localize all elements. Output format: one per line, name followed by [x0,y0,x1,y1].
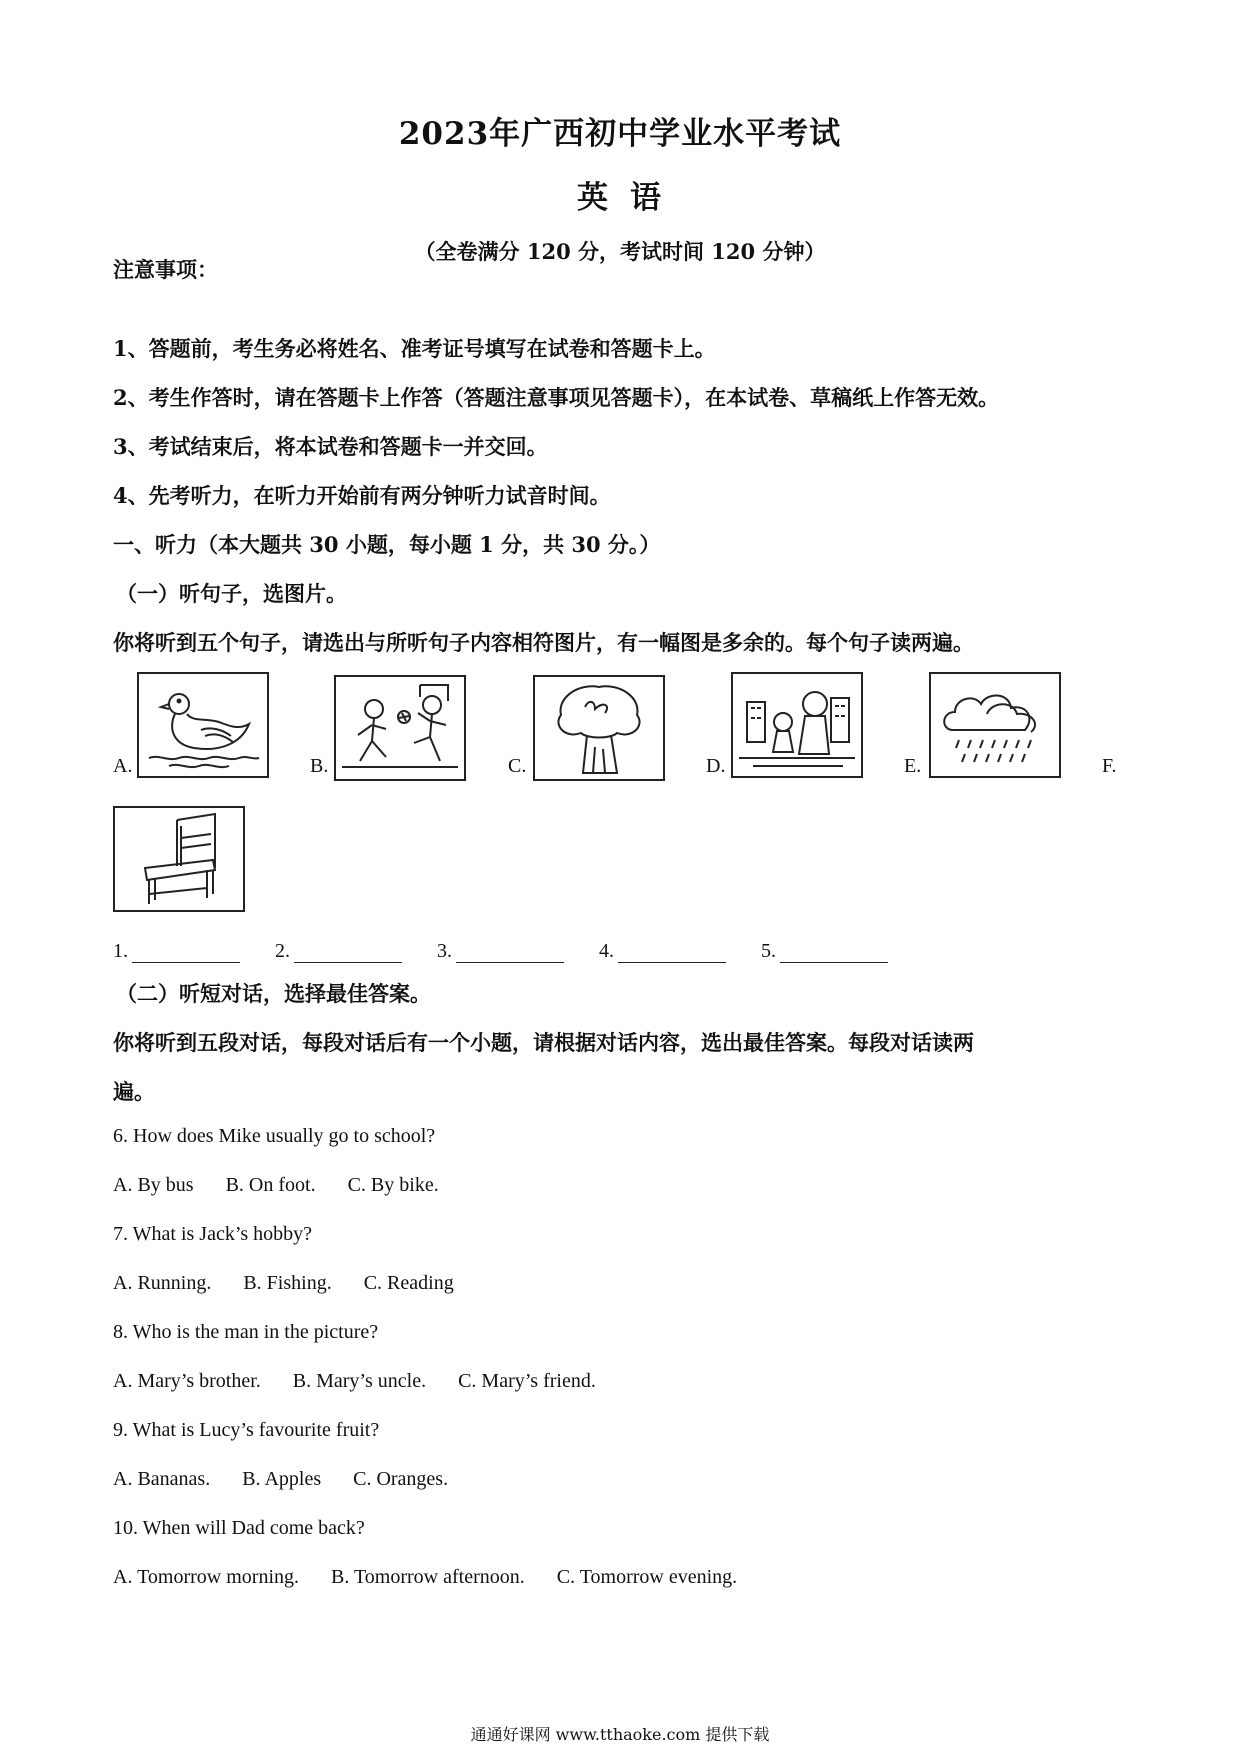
picture-f-letter: F. [1102,755,1117,777]
picture-b-letter: B. [310,755,329,777]
question-6-options [113,1174,471,1197]
question-6: 6. How does Mike usually go to school? [113,1125,436,1147]
picture-f-chair [113,806,245,912]
picture-e-letter: E. [904,755,922,777]
section-heading: 一、听力（本大题共 30 小题，每小题 1 分，共 30 分。） [113,532,661,557]
option: A. Running. [113,1272,212,1294]
notice-item-1: 1、答题前，考生务必将姓名、准考证号填写在试卷和答题卡上。 [113,336,716,361]
soccer-players-icon [336,677,464,779]
blank-line [132,944,240,963]
rain-cloud-icon [931,674,1059,776]
picture-a-duck [137,672,269,778]
blank-line [780,944,888,963]
picture-b-soccer [334,675,466,781]
question-10: 10. When will Dad come back? [113,1517,365,1539]
blank-item [275,940,402,963]
blank-number: 2. [275,940,290,962]
option: C. Oranges. [353,1468,449,1490]
part2-instruction-line1: 你将听到五段对话，每段对话后有一个小题，请根据对话内容，选出最佳答案。每段对话读两 [113,1030,974,1055]
chair-icon [115,808,243,910]
part1-instruction: 你将听到五个句子，请选出与所听句子内容相符图片，有一幅图是多余的。每个句子读两遍。 [113,630,974,655]
notice-item-4: 4、先考听力，在听力开始前有两分钟听力试音时间。 [113,483,611,508]
blank-number: 1. [113,940,128,962]
question-9: 9. What is Lucy’s favourite fruit? [113,1419,380,1441]
notice-heading: 注意事项： [113,257,218,282]
option: C. Mary’s friend. [458,1370,596,1392]
picture-c-letter: C. [508,755,527,777]
option: B. Tomorrow afternoon. [331,1566,525,1588]
blank-item [113,940,240,963]
picture-a-letter: A. [113,755,133,777]
notice-item-3: 3、考试结束后，将本试卷和答题卡一并交回。 [113,434,548,459]
question-8: 8. Who is the man in the picture? [113,1321,379,1343]
mother-child-street-icon [733,674,861,776]
option: A. Bananas. [113,1468,211,1490]
blank-item [599,940,726,963]
exam-title: 2023年广西初中学业水平考试 [398,116,842,152]
option: C. Reading [363,1272,454,1294]
option: A. Tomorrow morning. [113,1566,299,1588]
duck-icon [139,674,267,776]
footer-source: 通通好课网 www.tthaoke.com 提供下载 [470,1725,770,1744]
option: B. Fishing. [243,1272,332,1294]
tree-icon [535,677,663,779]
option: B. On foot. [225,1174,316,1196]
score-note: （全卷满分 120 分，考试时间 120 分钟） [414,239,826,264]
option: C. By bike. [347,1174,439,1196]
question-7: 7. What is Jack’s hobby? [113,1223,313,1245]
part1-heading: （一）听句子，选图片。 [116,581,347,606]
question-8-options [113,1370,628,1393]
part2-heading: （二）听短对话，选择最佳答案。 [116,981,431,1006]
picture-d-letter: D. [706,755,726,777]
option: B. Apples [242,1468,322,1490]
answer-blanks [113,940,918,963]
exam-subject: 英语 [577,180,683,216]
blank-number: 5. [761,940,776,962]
notice-item-2: 2、考生作答时，请在答题卡上作答（答题注意事项见答题卡），在本试卷、草稿纸上作答无效。 [113,385,1000,410]
blank-item [761,940,888,963]
blank-item [437,940,564,963]
picture-e-rain [929,672,1061,778]
option: A. By bus [113,1174,194,1196]
blank-number: 3. [437,940,452,962]
question-9-options [113,1468,480,1491]
question-10-options [113,1566,769,1589]
option: C. Tomorrow evening. [556,1566,738,1588]
question-7-options [113,1272,486,1295]
option: A. Mary’s brother. [113,1370,261,1392]
blank-line [618,944,726,963]
blank-number: 4. [599,940,614,962]
part2-instruction-line2: 遍。 [113,1079,155,1104]
option: B. Mary’s uncle. [292,1370,427,1392]
blank-line [294,944,402,963]
blank-line [456,944,564,963]
picture-c-tree [533,675,665,781]
picture-d-street [731,672,863,778]
